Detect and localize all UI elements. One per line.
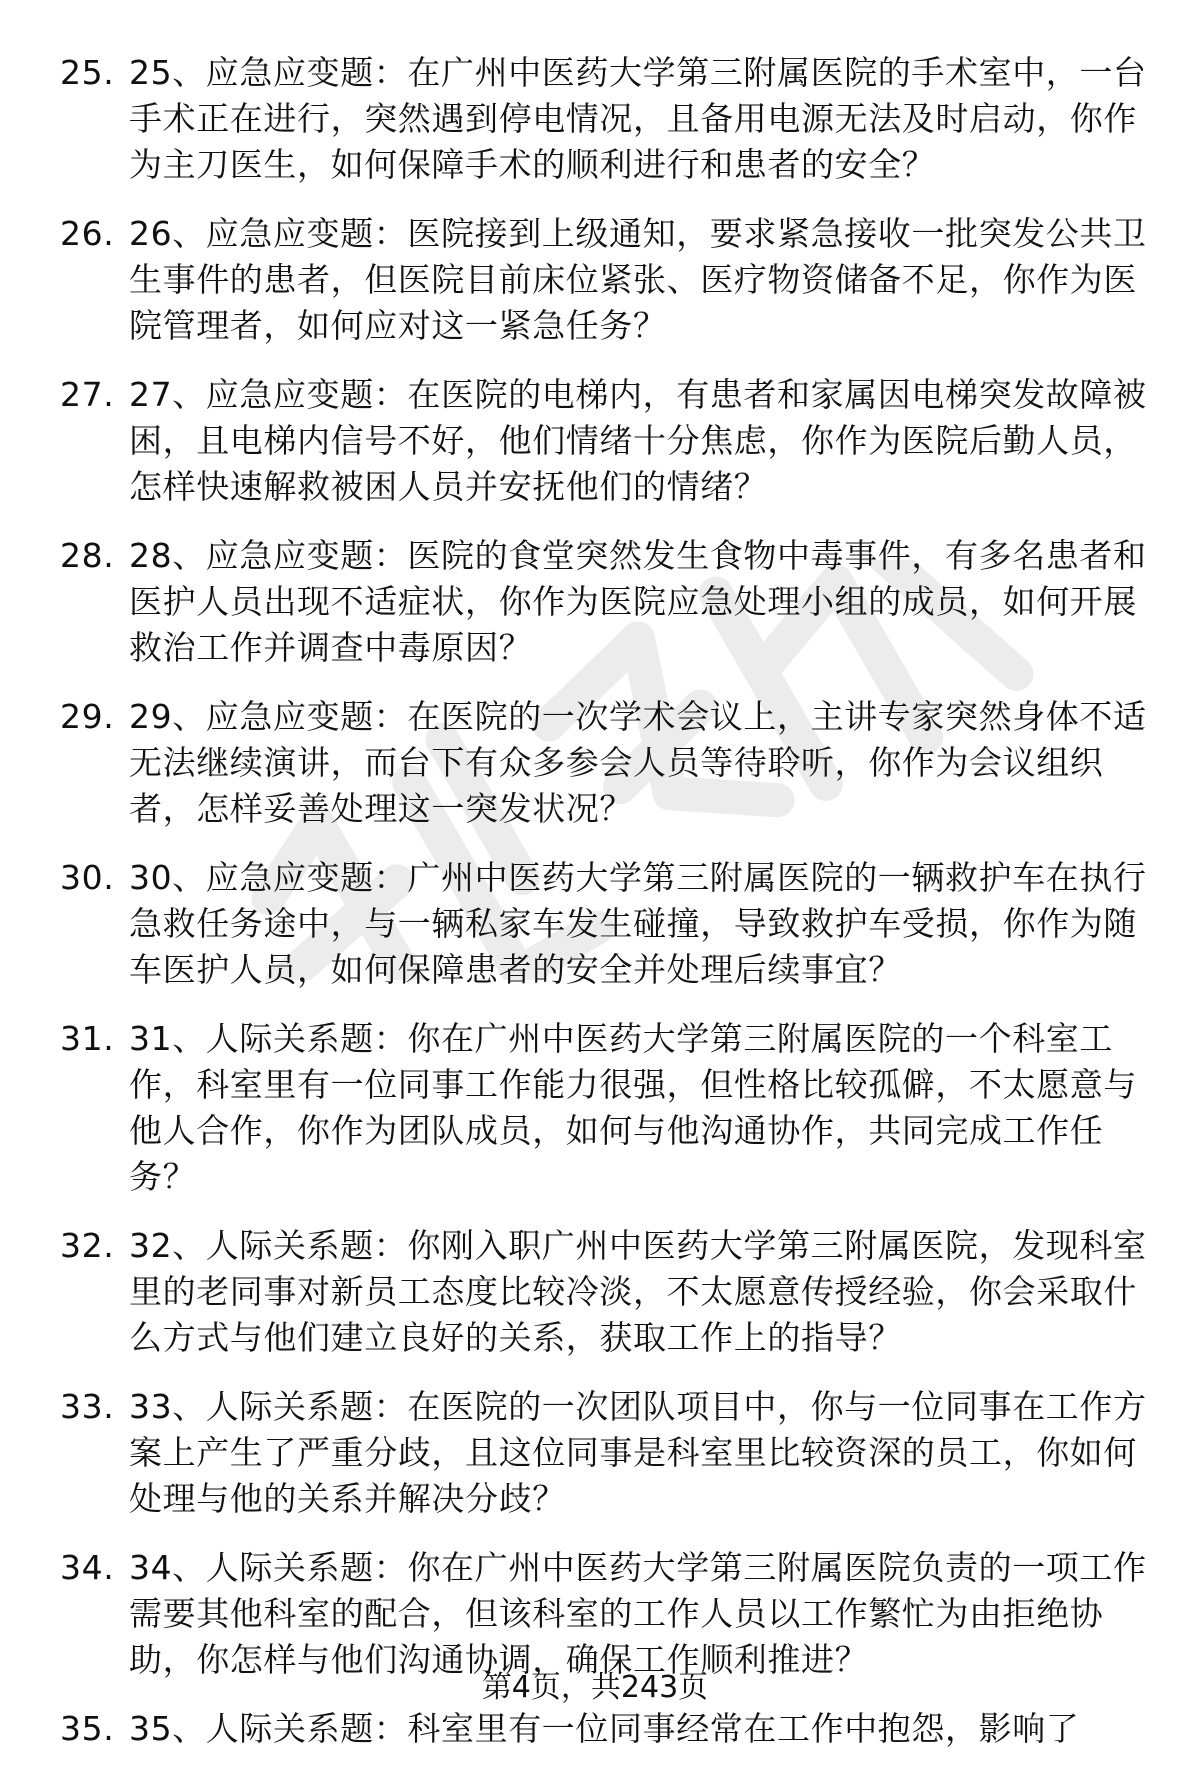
- question-text: 34、人际关系题：你在广州中医药大学第三附属医院负责的一项工作需要其他科室的配合，但该科室的工作人员以工作繁忙为由拒绝协助，你怎样与他们沟通协调，确保工作顺利推进？: [129, 1548, 1147, 1679]
- question-number: 26.: [60, 214, 115, 253]
- question-number: 35.: [60, 1709, 115, 1748]
- question-text: 33、人际关系题：在医院的一次团队项目中，你与一位同事在工作方案上产生了严重分歧，且这位同事是科室里比较资深的员工，你如何处理与他的关系并解决分歧？: [129, 1387, 1147, 1518]
- question-item: [60, 1706, 1155, 1752]
- question-text: 27、应急应变题：在医院的电梯内，有患者和家属因电梯突发故障被困，且电梯内信号不好，他们情绪十分焦虑，你作为医院后勤人员，怎样快速解救被困人员并安抚他们的情绪？: [129, 375, 1147, 506]
- question-item: [60, 1384, 1155, 1522]
- question-number: 28.: [60, 536, 115, 575]
- question-item: [60, 533, 1155, 671]
- question-text: 25、应急应变题：在广州中医药大学第三附属医院的手术室中，一台手术正在进行，突然遇到停电情况，且备用电源无法及时启动，你作为主刀医生，如何保障手术的顺利进行和患者的安全？: [129, 53, 1147, 184]
- question-item: [60, 1016, 1155, 1200]
- question-text: 35、人际关系题：科室里有一位同事经常在工作中抱怨，影响了: [129, 1709, 1080, 1748]
- question-item: [60, 50, 1155, 188]
- question-item: [60, 1545, 1155, 1683]
- question-list: [60, 50, 1155, 1775]
- question-number: 30.: [60, 858, 115, 897]
- question-item: [60, 855, 1155, 993]
- question-item: [60, 694, 1155, 832]
- question-item: [60, 211, 1155, 349]
- question-item: [60, 372, 1155, 510]
- question-item: [60, 1223, 1155, 1361]
- question-text: 30、应急应变题：广州中医药大学第三附属医院的一辆救护车在执行急救任务途中，与一辆私家车发生碰撞，导致救护车受损，你作为随车医护人员，如何保障患者的安全并处理后续事宜？: [129, 858, 1147, 989]
- question-text: 29、应急应变题：在医院的一次学术会议上，主讲专家突然身体不适无法继续演讲，而台下有众多参会人员等待聆听，你作为会议组织者，怎样妥善处理这一突发状况？: [129, 697, 1147, 828]
- question-number: 32.: [60, 1226, 115, 1265]
- page-footer: 第4页，共243页: [481, 1670, 709, 1705]
- question-number: 33.: [60, 1387, 115, 1426]
- question-number: 34.: [60, 1548, 115, 1587]
- question-number: 29.: [60, 697, 115, 736]
- question-text: 32、人际关系题：你刚入职广州中医药大学第三附属医院，发现科室里的老同事对新员工态度比较冷淡，不太愿意传授经验，你会采取什么方式与他们建立良好的关系，获取工作上的指导？: [129, 1226, 1147, 1357]
- question-number: 27.: [60, 375, 115, 414]
- question-text: 31、人际关系题：你在广州中医药大学第三附属医院的一个科室工作，科室里有一位同事工作能力很强，但性格比较孤僻，不太愿意与他人合作，你作为团队成员，如何与他沟通协作，共同完成工作任务？: [129, 1019, 1137, 1196]
- question-number: 31.: [60, 1019, 115, 1058]
- question-text: 28、应急应变题：医院的食堂突然发生食物中毒事件，有多名患者和医护人员出现不适症状，你作为医院应急处理小组的成员，如何开展救治工作并调查中毒原因？: [129, 536, 1147, 667]
- question-text: 26、应急应变题：医院接到上级通知，要求紧急接收一批突发公共卫生事件的患者，但医院目前床位紧张、医疗物资储备不足，你作为医院管理者，如何应对这一紧急任务？: [129, 214, 1147, 345]
- question-number: 25.: [60, 53, 115, 92]
